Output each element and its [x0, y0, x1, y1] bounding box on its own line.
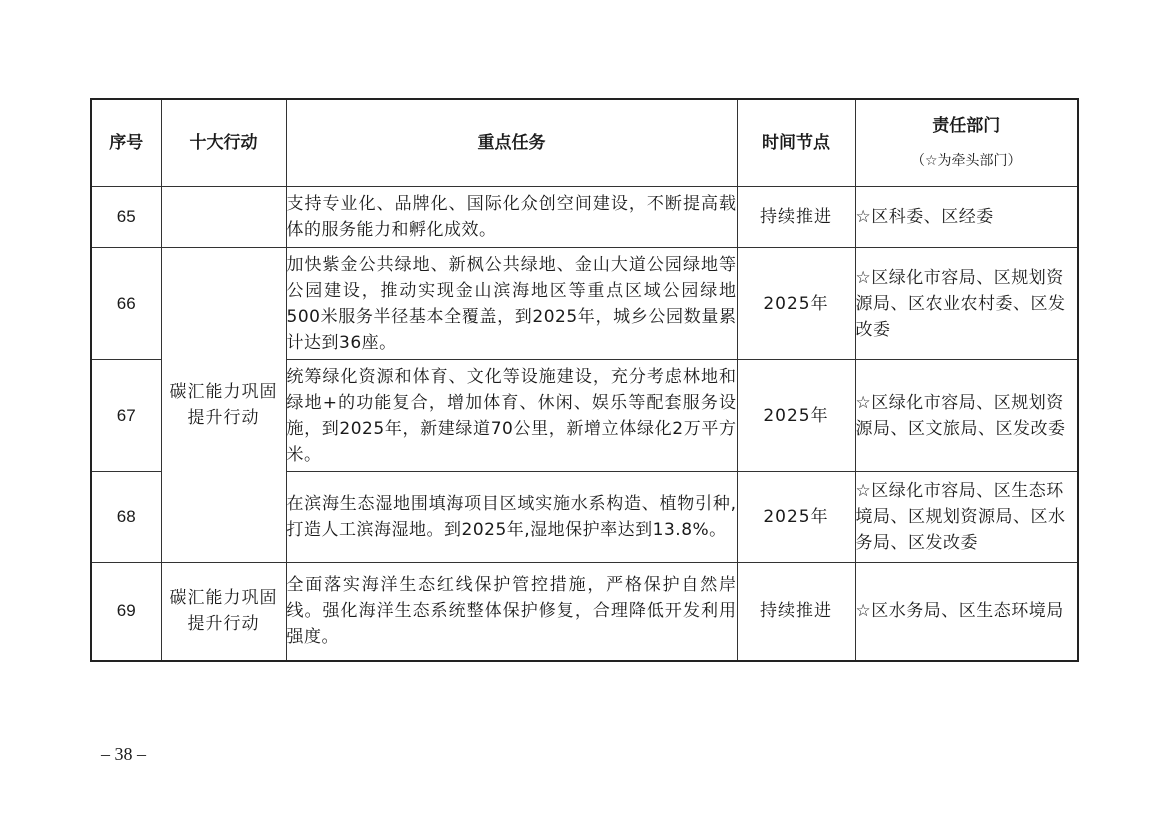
dept-cell: ☆区绿化市容局、区规划资源局、区农业农村委、区发改委 — [855, 248, 1078, 360]
row-number: 68 — [91, 472, 161, 563]
table-row — [91, 187, 1078, 248]
task-cell: 加快紫金公共绿地、新枫公共绿地、金山大道公园绿地等公园建设，推动实现金山滨海地区等重点区域公园绿地500米服务半径基本全覆盖，到2025年，城乡公园数量累计达到36座。 — [286, 248, 737, 360]
header-dept — [855, 99, 1078, 187]
task-cell: 全面落实海洋生态红线保护管控措施，严格保护自然岸线。强化海洋生态系统整体保护修复，合理降低开发利用强度。 — [286, 563, 737, 661]
header-no: 序号 — [91, 99, 161, 187]
header-dept-label: 责任部门 — [932, 116, 1001, 136]
time-cell: 2025年 — [737, 248, 855, 360]
action-cell: 碳汇能力巩固提升行动 — [161, 563, 286, 661]
dept-cell: ☆区绿化市容局、区规划资源局、区文旅局、区发改委 — [855, 360, 1078, 472]
header-task: 重点任务 — [286, 99, 737, 187]
time-cell: 持续推进 — [737, 187, 855, 248]
row-number: 65 — [91, 187, 161, 248]
action-cell: 碳汇能力巩固提升行动 — [161, 248, 286, 563]
task-cell: 在滨海生态湿地围填海项目区域实施水系构造、植物引种,打造人工滨海湿地。到2025年,湿地保护率达到13.8%。 — [286, 472, 737, 563]
task-cell: 支持专业化、品牌化、国际化众创空间建设，不断提高载体的服务能力和孵化成效。 — [286, 187, 737, 248]
table-row — [91, 248, 1078, 360]
page-number: – 38 – — [101, 744, 146, 764]
dept-cell: ☆区绿化市容局、区生态环境局、区规划资源局、区水务局、区发改委 — [855, 472, 1078, 563]
header-dept-note: （☆为牵头部门） — [910, 153, 1022, 169]
dept-cell: ☆区水务局、区生态环境局 — [855, 563, 1078, 661]
row-number: 67 — [91, 360, 161, 472]
task-cell: 统筹绿化资源和体育、文化等设施建设，充分考虑林地和绿地+的功能复合，增加体育、休闲、娱乐等配套服务设施，到2025年，新建绿道70公里，新增立体绿化2万平方米。 — [286, 360, 737, 472]
table-header-row — [91, 99, 1078, 187]
dept-cell: ☆区科委、区经委 — [855, 187, 1078, 248]
header-time: 时间节点 — [737, 99, 855, 187]
time-cell: 持续推进 — [737, 563, 855, 661]
time-cell: 2025年 — [737, 472, 855, 563]
header-action: 十大行动 — [161, 99, 286, 187]
row-number: 66 — [91, 248, 161, 360]
row-number: 69 — [91, 563, 161, 661]
table-row — [91, 563, 1078, 661]
action-cell — [161, 187, 286, 248]
task-table — [90, 98, 1079, 662]
time-cell: 2025年 — [737, 360, 855, 472]
